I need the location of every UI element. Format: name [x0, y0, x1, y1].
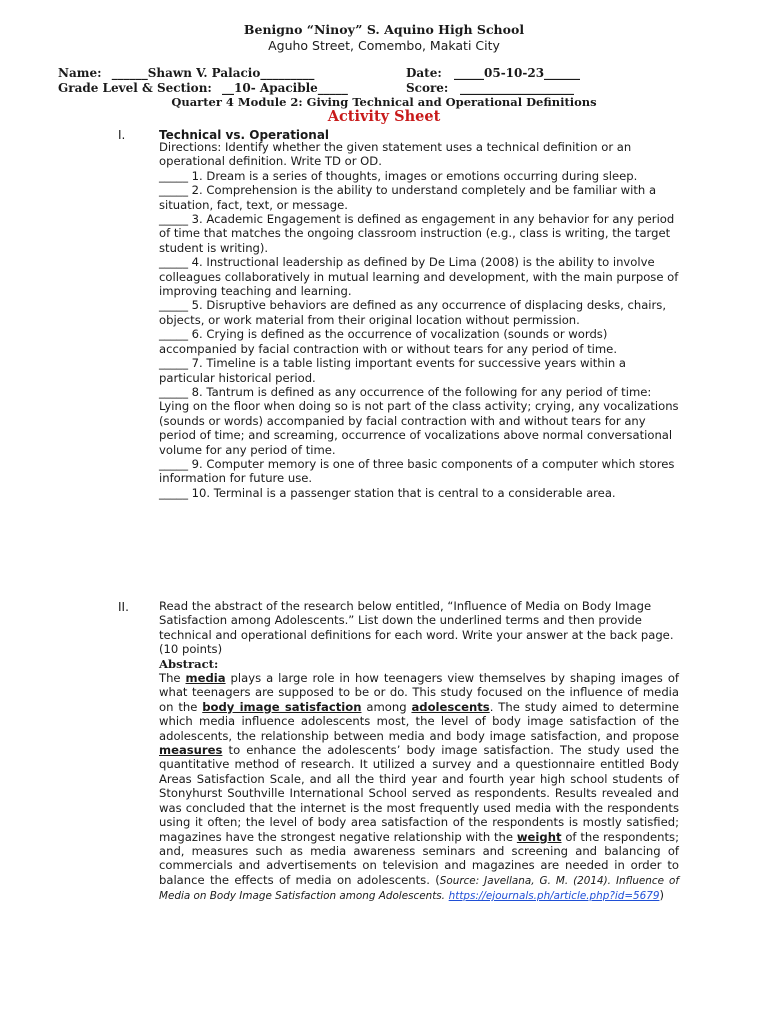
source-citation: Source: Javellana, G. M. (2014). Influence of Media on Body Image Satisfaction among Adolescents.	[159, 874, 679, 903]
school-name: Benigno “Ninoy” S. Aquino High School	[243, 22, 525, 37]
list-item: _____ 1. Dream is a series of thoughts, images or emotions occurring during sleep.	[159, 168, 638, 183]
abstract-segment: to enhance the adolescents’ body image satisfaction. The study used the quantitative method of research. It utilized a survey and a questionnaire entitled Body Areas Satisfaction Scale, and all the third year and fourth year high school students of Stonyhurst Southville International School served as respondents. Results revealed and was concluded that the internet is the most frequently used media with the respondents using it often; the level of body area satisfaction of the respondents is mostly satisfied; magazines have the strongest negative relationship with the	[159, 743, 679, 844]
module-title: Quarter 4 Module 2: Giving Technical and Operational Definitions	[171, 95, 597, 109]
underlined-term: media	[185, 671, 226, 686]
date-label: Date:	[406, 66, 442, 80]
grade-value: __10- Apacible_____	[222, 81, 348, 95]
abstract-segment: . The study aimed to determine which media influence adolescents most, the level of body image satisfaction of the adolescents, the relationship between media and body image satisfaction, and propose	[159, 699, 680, 743]
underlined-term: adolescents	[411, 699, 490, 714]
underlined-term: measures	[159, 743, 223, 758]
section1-body	[159, 140, 679, 500]
abstract-segment: plays a large role in how teenagers view themselves by shaping images of what teenagers are supposed to be or do. This study focused on the influence of media on the	[159, 671, 679, 714]
grade-label: Grade Level & Section:	[58, 81, 212, 95]
list-item: _____ 3. Academic Engagement is defined as engagement in any behavior for any period of time that matches the ongoing classroom instruction (e.g., class is writing, the target student is writing).	[159, 212, 675, 255]
list-item: _____ 5. Disruptive behaviors are defined as any occurrence of displacing desks, chairs, objects, or work material from their original location without permission.	[159, 298, 667, 327]
abstract-label: Abstract:	[159, 656, 219, 671]
list-item: _____ 4. Instructional leadership as defined by De Lima (2008) is the ability to involve colleagues collaboratively in mutual learning and development, with the main purpose of improving teaching and learning.	[159, 255, 679, 299]
name-date-row	[58, 66, 581, 80]
section2-number: II.	[118, 600, 129, 614]
abstract-segment: of the respondents; and, measures such as media awareness seminars and screening and balancing of commercials and advertisements on television and magazines are needed in order to balance the effects of media on adolescents. (	[159, 829, 679, 887]
score-value: ___________________	[460, 81, 574, 95]
name-value: ______Shawn V. Palacio_________	[111, 66, 315, 80]
abstract-segment: )	[659, 888, 664, 903]
source-link[interactable]: https://ejournals.ph/article.php?id=5679	[448, 890, 660, 903]
list-item: _____ 10. Terminal is a passenger station that is central to a considerable area.	[159, 485, 616, 500]
section1-directions: Directions: Identify whether the given statement uses a technical definition or an operational definition. Write TD or OD.	[159, 140, 632, 169]
date-value: _____05-10-23______	[454, 66, 581, 80]
list-item: _____ 8. Tantrum is defined as any occurrence of the following for any period of time: Lying on the floor when doing so is not part of the class activity; crying, any vocalizations (sounds or words) accompanied by facial contraction with and without tears for any period of time; and screaming, occurrence of vocalizations above normal conversational volume for any period of time.	[159, 384, 679, 457]
section2-instructions: Read the abstract of the research below entitled, “Influence of Media on Body Image Satisfaction among Adolescents.” List down the underlined terms and then provide technical and operational definitions for each word. Write your answer at the back page. (10 points)	[159, 599, 674, 657]
abstract-segment: among	[361, 699, 412, 714]
underlined-term: body image satisfaction	[202, 699, 362, 714]
abstract-segment: The	[159, 671, 186, 686]
score-label: Score:	[406, 81, 449, 95]
section1-number: I.	[118, 128, 126, 142]
activity-title: Activity Sheet	[327, 108, 441, 125]
list-item: _____ 7. Timeline is a table listing important events for successive years within a particular historical period.	[159, 356, 626, 385]
list-item: _____ 6. Crying is defined as the occurrence of vocalization (sounds or words) accompanied by facial contraction with or without tears for any period of time.	[159, 327, 618, 356]
section2-body	[159, 599, 679, 904]
section1-title: Technical vs. Operational	[159, 128, 330, 142]
list-item: _____ 9. Computer memory is one of three basic components of a computer which stores information for future use.	[159, 456, 675, 486]
abstract-text	[159, 671, 679, 904]
underlined-term: weight	[516, 829, 562, 844]
list-item: _____ 2. Comprehension is the ability to understand completely and be familiar with a situation, fact, text, or message.	[159, 183, 657, 212]
name-label: Name:	[58, 66, 102, 80]
school-address: Aguho Street, Comembo, Makati City	[268, 38, 500, 53]
grade-score-row	[58, 81, 574, 95]
